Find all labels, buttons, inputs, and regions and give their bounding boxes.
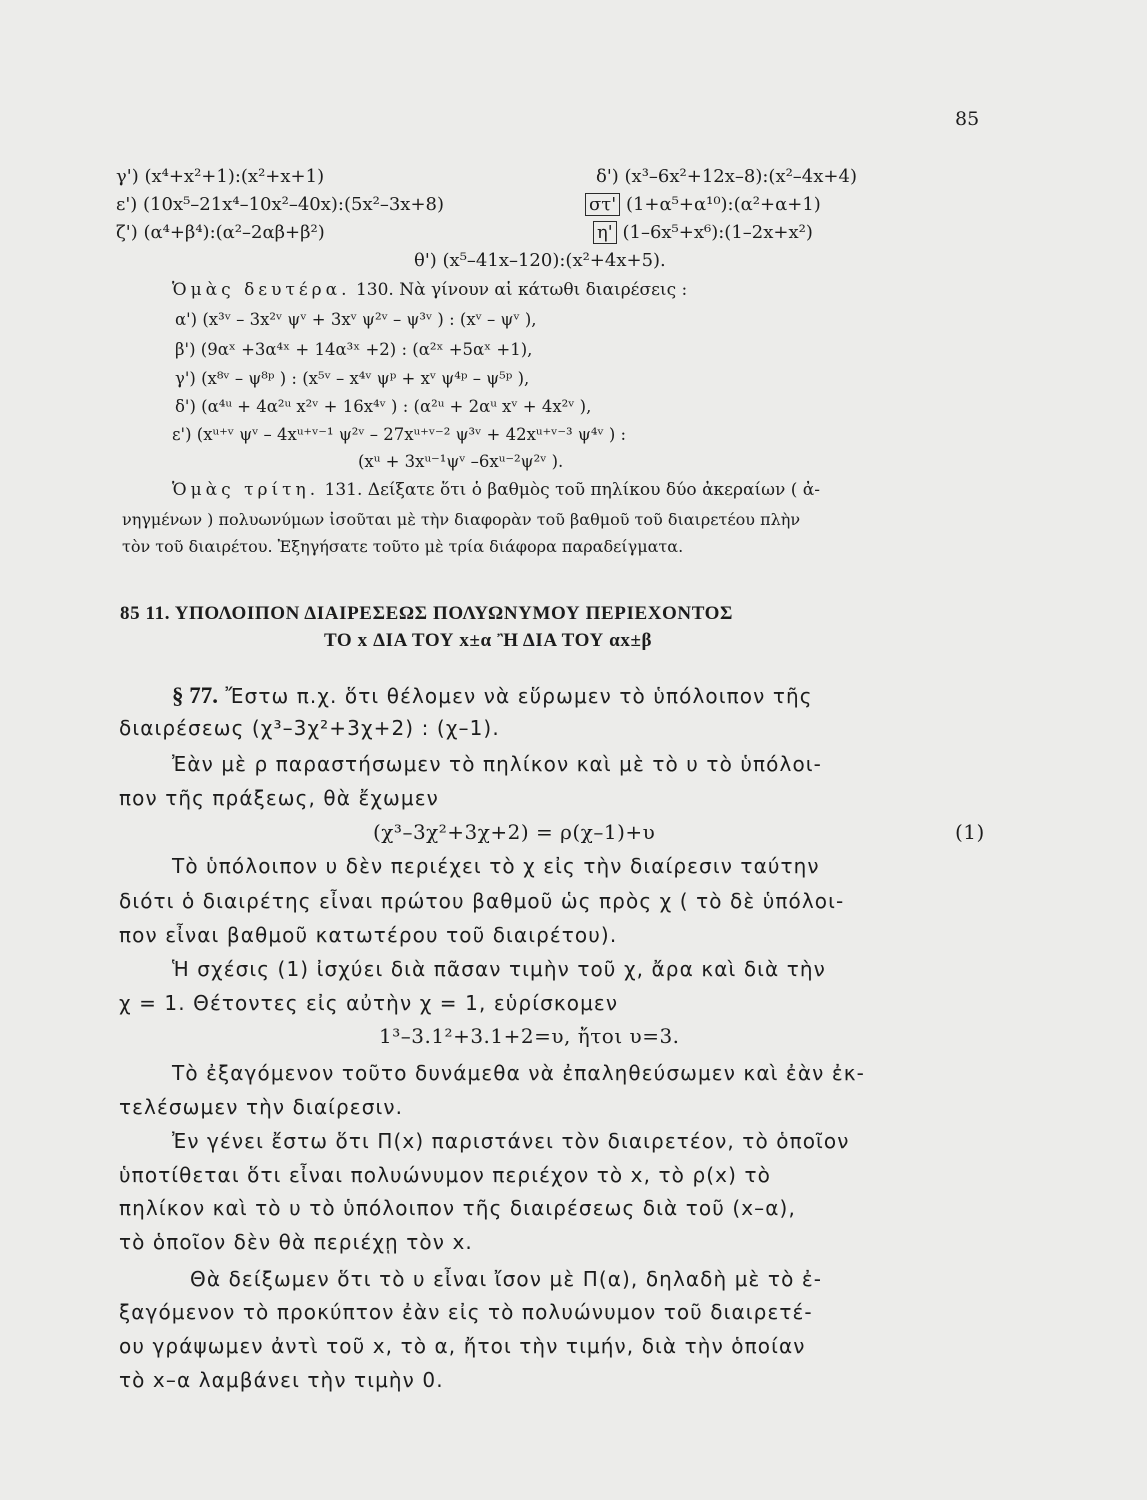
exercise-zeta: ζ') (α⁴+β⁴):(α²–2αβ+β²) [116, 222, 325, 243]
group-b-item: ε') (xᵘ⁺ᵛ ψᵛ – 4xᵘ⁺ᵛ⁻¹ ψ²ᵛ – 27xᵘ⁺ᵛ⁻² ψ³ᵛ + 42xᵘ⁺ᵛ⁻³ ψ⁴ᵛ ) : [172, 425, 627, 444]
body-line: τὸ ὁποῖον δὲν θὰ περιέχῃ τὸν x. [119, 1230, 473, 1254]
group-c-line2: νηγμένων ) πολυωνύμων ἰσοῦται μὲ τὴν διαφορὰν τοῦ βαθμοῦ τοῦ διαιρετέου πλὴν [122, 510, 801, 529]
section-number: 85 11. [120, 603, 171, 624]
body-line: ὑποτίθεται ὅτι εἶναι πολυώνυμον περιέχον τὸ x, τὸ ρ(x) τὸ [119, 1163, 771, 1187]
exercise-stigma-expr: (1+α⁵+α¹⁰):(α²+α+1) [625, 194, 821, 215]
body-line: Τὸ ὑπόλοιπον υ δὲν περιέχει τὸ χ εἰς τὴν διαίρεσιν ταύτην [172, 854, 820, 878]
exercise-eta [593, 222, 813, 243]
group-b-item: γ') (x⁸ᵛ – ψ⁸ᵖ ) : (x⁵ᵛ – x⁴ᵛ ψᵖ + xᵛ ψ⁴ᵖ – ψ⁵ᵖ ), [175, 369, 530, 388]
body-line: Ἡ σχέσις (1) ἰσχύει διὰ πᾶσαν τιμὴν τοῦ χ, ἄρα καὶ διὰ τὴν [172, 957, 826, 981]
group-b-item: β') (9αˣ +3α⁴ˣ + 14α³ˣ +2) : (α²ˣ +5αˣ +1), [175, 340, 533, 359]
exercise-theta: θ') (x⁵–41x–120):(x²+4x+5). [414, 250, 666, 271]
section-title-line1: ΥΠΟΛΟΙΠΟΝ ΔΙΑΙΡΕΣΕΩΣ ΠΟΛΥΩΝΥΜΟΥ ΠΕΡΙΕΧΟΝΤΟΣ [174, 603, 734, 624]
body-line: ξαγόμενον τὸ προκύπτον ἐὰν εἰς τὸ πολυώνυμον τοῦ διαιρετέ- [119, 1300, 813, 1324]
body-line: Ἔστω π.χ. ὅτι θέλομεν νὰ εὕρωμεν τὸ ὑπόλοιπον τῆς [225, 684, 813, 708]
body-line: Τὸ ἐξαγόμενον τοῦτο δυνάμεθα νὰ ἐπαληθεύσωμεν καὶ ἐὰν ἐκ- [172, 1061, 865, 1085]
exercise-epsilon: ε') (10x⁵–21x⁴–10x²–40x):(5x²–3x+8) [116, 194, 444, 215]
group-c-line1: 131. Δείξατε ὅτι ὁ βαθμὸς τοῦ πηλίκου δύο ἀκεραίων ( ἀ- [324, 480, 820, 500]
page-number: 85 [955, 108, 980, 130]
exercise-stigma-label: στ' [585, 193, 620, 216]
group-b-item: δ') (α⁴ᵘ + 4α²ᵘ x²ᵛ + 16x⁴ᵛ ) : (α²ᵘ + 2αᵘ xᵛ + 4x²ᵛ ), [175, 397, 592, 416]
group-b-item: (xᵘ + 3xᵘ⁻¹ψᵛ –6xᵘ⁻²ψ²ᵛ ). [358, 452, 564, 471]
exercise-eta-expr: (1–6x⁵+x⁶):(1–2x+x²) [622, 222, 813, 243]
group-c-line3: τὸν τοῦ διαιρέτου. Ἐξηγήσατε τοῦτο μὲ τρία διάφορα παραδείγματα. [122, 537, 684, 556]
section-heading-line1 [120, 603, 733, 625]
group-b-intro: 130. Νὰ γίνουν αἱ κάτωθι διαιρέσεις : [355, 280, 688, 300]
group-b-label: Ὁμὰς δευτέρα. [172, 280, 351, 300]
body-line: τὸ x–α λαμβάνει τὴν τιμὴν 0. [119, 1368, 444, 1392]
exercise-eta-label: η' [593, 221, 617, 244]
body-line: ου γράψωμεν ἀντὶ τοῦ x, τὸ α, ἤτοι τὴν τιμήν, διὰ τὴν ὁποίαν [119, 1334, 806, 1358]
exercise-delta: δ') (x³–6x²+12x–8):(x²–4x+4) [596, 166, 857, 187]
body-line: πον τῆς πράξεως, θὰ ἔχωμεν [119, 786, 439, 810]
group-b-heading [172, 280, 687, 300]
body-line: Ἐὰν μὲ ρ παραστήσωμεν τὸ πηλίκον καὶ μὲ τὸ υ τὸ ὑπόλοι- [172, 752, 822, 776]
exercise-stigma [585, 194, 821, 215]
paragraph-number: § 77. [172, 683, 218, 708]
equation-2: 1³–3.1²+3.1+2=υ, ἤτοι υ=3. [379, 1024, 680, 1048]
body-line: Ἐν γένει ἔστω ὅτι Π(x) παριστάνει τὸν διαιρετέον, τὸ ὁποῖον [172, 1129, 850, 1153]
body-line: πον εἶναι βαθμοῦ κατωτέρου τοῦ διαιρέτου). [119, 923, 618, 947]
equation-1: (χ³–3χ²+3χ+2) = ρ(χ–1)+υ [373, 820, 656, 844]
group-c-label: Ὁμὰς τρίτη. [172, 480, 320, 500]
body-line: διαιρέσεως (χ³–3χ²+3χ+2) : (χ–1). [119, 716, 500, 740]
paragraph-77-start [172, 683, 813, 709]
group-c-heading [172, 480, 820, 500]
section-title-line2: ΤΟ x ΔΙΑ ΤΟΥ x±α Ἢ ΔΙΑ ΤΟΥ αx±β [324, 630, 653, 651]
exercise-gamma: γ') (x⁴+x²+1):(x²+x+1) [116, 166, 325, 187]
equation-1-tag: (1) [955, 820, 985, 844]
body-line: διότι ὁ διαιρέτης εἶναι πρώτου βαθμοῦ ὡς πρὸς χ ( τὸ δὲ ὑπόλοι- [119, 889, 845, 913]
body-line: πηλίκον καὶ τὸ υ τὸ ὑπόλοιπον τῆς διαιρέσεως διὰ τοῦ (x–α), [119, 1196, 796, 1220]
group-b-item: α') (x³ᵛ – 3x²ᵛ ψᵛ + 3xᵛ ψ²ᵛ – ψ³ᵛ ) : (xᵛ – ψᵛ ), [175, 310, 537, 329]
body-line: τελέσωμεν τὴν διαίρεσιν. [119, 1095, 404, 1119]
body-line: χ = 1. Θέτοντες εἰς αὐτὴν χ = 1, εὑρίσκομεν [119, 991, 619, 1015]
body-line: Θὰ δείξωμεν ὅτι τὸ υ εἶναι ἴσον μὲ Π(α), δηλαδὴ μὲ τὸ ἐ- [190, 1267, 823, 1291]
